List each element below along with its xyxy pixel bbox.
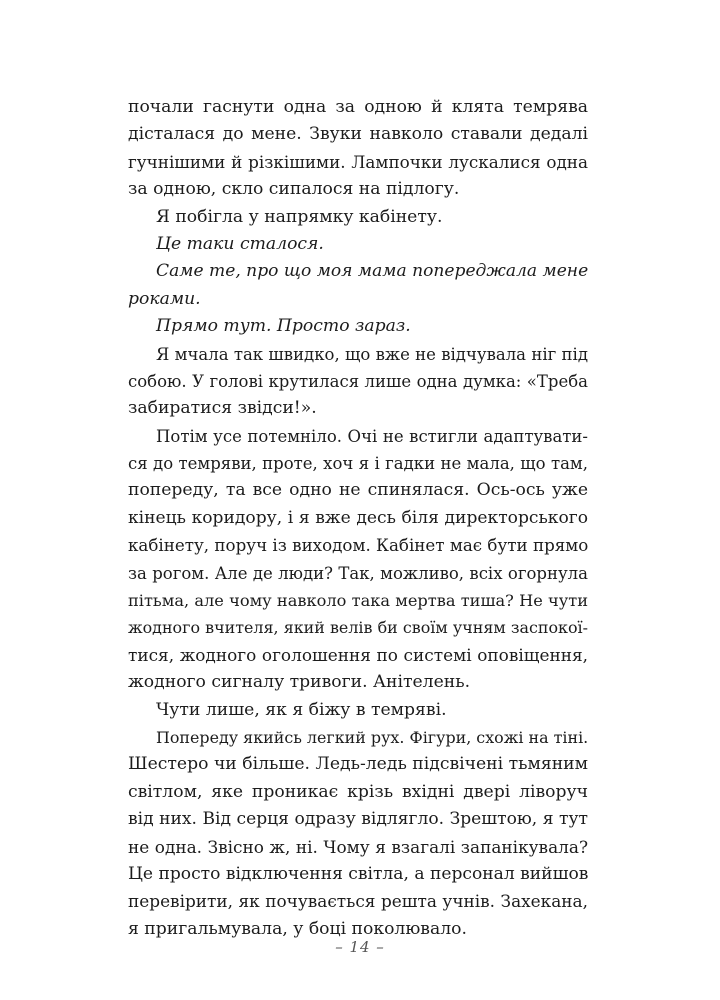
text-line: почали гаснути одна за одною й клята темрява xyxy=(128,97,588,117)
text-line: гучнішими й різкішими. Лампочки лускалися одна xyxy=(128,151,588,172)
text-line: Я побігла у напрямку кабінету. xyxy=(156,206,443,227)
text-line: Попереду якийсь легкий рух. Фігури, схожі на тіні. xyxy=(156,727,589,747)
text-line: Це просто відключення світла, а персонал вийшов xyxy=(128,863,589,884)
body-text xyxy=(128,94,588,943)
page-number: – 14 – xyxy=(335,938,385,956)
text-line: дісталася до мене. Звуки навколо ставали дедалі xyxy=(128,124,588,145)
text-line: кабінету, поруч із виходом. Кабінет має бути прямо xyxy=(128,535,589,556)
text-line: не одна. Звісно ж, ні. Чому я взагалі запанікувала? xyxy=(128,836,588,857)
text-line: собою. У голові крутилася лише одна думка: «Треба xyxy=(128,371,588,391)
text-line: Шестеро чи більше. Ледь-ледь підсвічені тьмяним xyxy=(128,754,588,775)
text-line: за рогом. Але де люди? Так, можливо, всіх огорнула xyxy=(128,563,588,583)
text-line: Саме те, про що моя мама попереджала мене xyxy=(156,261,589,282)
text-line: Я мчала так швидко, що вже не відчувала ніг під xyxy=(156,344,588,364)
text-line: від них. Від серця одразу відлягло. Зрештою, я тут xyxy=(128,809,588,830)
text-line: я пригальмувала, у боці поколювало. xyxy=(128,918,467,939)
text-line: світлом, яке проникає крізь вхідні двері ліворуч xyxy=(128,781,588,802)
text-line: жодного сигналу тривоги. Анітелень. xyxy=(128,672,471,693)
text-line: Потім усе потемніло. Очі не встигли адаптувати- xyxy=(156,426,588,446)
text-line: кінець коридору, і я вже десь біля директорського xyxy=(128,507,588,528)
text-line: Чути лише, як я біжу в темряві. xyxy=(156,699,447,720)
text-line: Прямо тут. Просто зараз. xyxy=(156,316,411,337)
text-line: забиратися звідси!». xyxy=(128,398,317,419)
text-line: попереду, та все одно не спинялася. Ось-ось уже xyxy=(128,480,588,501)
text-line: пітьма, але чому навколо така мертва тиша? Не чути xyxy=(128,591,588,611)
text-line: жодного вчителя, який велів би своїм учням заспокої- xyxy=(128,618,588,638)
text-line: ся до темряви, проте, хоч я і гадки не мала, що там, xyxy=(128,454,588,474)
text-line: Це таки сталося. xyxy=(156,233,324,254)
text-line: перевірити, як почувається решта учнів. Захекана, xyxy=(128,891,588,912)
text-line: тися, жодного оголошення по системі оповіщення, xyxy=(128,644,588,665)
text-line: за одною, скло сипалося на підлогу. xyxy=(128,179,460,200)
text-line: роками. xyxy=(128,288,201,309)
